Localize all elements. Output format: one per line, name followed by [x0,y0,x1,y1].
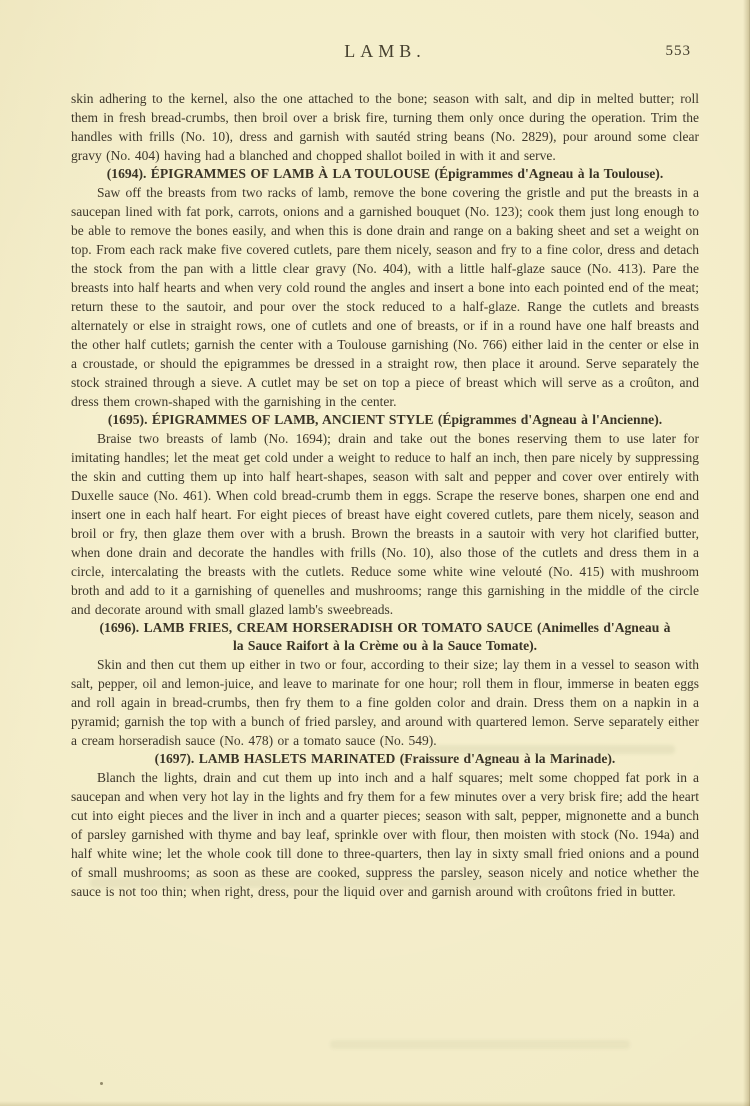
recipe-heading-1696: (1696). LAMB FRIES, CREAM HORSERADISH OR TOMATO SAUCE (Animelles d'Agneau à la Sauce Raifort à la Crème ou à la Sauce Tomate). [99,620,671,653]
scan-edge-shadow-bottom [0,1101,750,1106]
running-head [71,41,699,65]
recipe-body-1697: Blanch the lights, drain and cut them up into inch and a half squares; melt some chopped fat pork in a saucepan and when very hot lay in the lights and fry them for a few minutes over a very brisk fire; add the heart cut into eight pieces and the liver in inch and a quarter pieces; season with salt, pepper, mignonette and a bunch of parsley garnished with thyme and bay leaf, sprinkle over with flour, then moisten with stock (No. 194a) and half white wine; let the whole cook till done to three-quarters, then lay in sixty small fried onions and a pound of small mushrooms; as soon as these are cooked, suppress the parsley, season nicely and notice whether the sauce is not too thin; when right, dress, pour the liquid over and garnish around with croûtons fried in butter. [71,770,699,899]
recipe-body-1695: Braise two breasts of lamb (No. 1694); drain and take out the bones reserving them to use later for imitating handles; let the meat get cold under a weight to reduce to half an inch, then pare nicely by suppressing the skin and cutting them up into half heart-shapes, season with salt and pepper and cover over entirely with Duxelle sauce (No. 461). When cold bread-crumb them in eggs. Scrape the reserve bones, sharpen one end and insert one in each half heart. For eight pieces of breast have eight covered cutlets, pare them nicely, season and broil or fry, then glaze them over with a brush. Brown the breasts in a sautoir with very hot clarified butter, when done drain and decorate the handles with frills (No. 10), also those of the cutlets and dress them in a circle, intercalating the breasts with the cutlets. Reduce some white wine velouté (No. 415) with mushroom broth and add to it a garnishing of quenelles and mushrooms; range this garnishing in the middle of the circle and decorate around with small glazed lamb's sweebreads. [71,431,699,617]
page-number: 553 [665,43,691,59]
page-content [71,89,699,901]
recipe-body-1696: Skin and then cut them up either in two or four, according to their size; lay them in a vessel to season with salt, pepper, oil and lemon-juice, and leave to marinate for one hour; roll them in flour, immerse in beaten eggs and roll again in bread-crumbs, then fry them to a fine golden color and drain. Dress them on a napkin in a pyramid; garnish the top with a bunch of fried parsley, and around with quartered lemon. Serve separately either a cream horseradish sauce (No. 478) or a tomato sauce (No. 549). [71,657,699,748]
paper-speck [100,1082,103,1085]
show-through-smudge [330,1040,630,1049]
recipe-heading-1694: (1694). ÉPIGRAMMES OF LAMB À LA TOULOUSE (Épigrammes d'Agneau à la Toulouse). [106,166,664,181]
chapter-title: LAMB. [344,41,426,61]
recipe-heading-1695: (1695). ÉPIGRAMMES OF LAMB, ANCIENT STYLE (Épigrammes d'Agneau à l'Ancienne). [107,412,663,427]
recipe-body-continuation: skin adhering to the kernel, also the one attached to the bone; season with salt, and dip in melted butter; roll them in fresh bread-crumbs, then broil over a brisk fire, turning them only once during the operation. Trim the handles with frills (No. 10), dress and garnish with sautéd string beans (No. 2829), pour around some clear gravy (No. 404) having had a blanched and chopped shallot boiled in with it and serve. [71,91,699,163]
recipe-body-1694: Saw off the breasts from two racks of lamb, remove the bone covering the gristle and put the breasts in a saucepan lined with fat pork, carrots, onions and a garnished bouquet (No. 123); cook them just long enough to be able to remove the bones easily, and when this is done drain and range on a baking sheet and set a weight on top. From each rack make five covered cutlets, pare them nicely, season and fry to a fine color, dress and detach the stock from the pan with a little clear gravy (No. 404), with a little half-glaze sauce (No. 413). Pare the breasts into half hearts and when very cold round the angles and insert a bone into each pointed end of the meat; return these to the sautoir, and pour over the stock reduced to a half-glaze. Range the cutlets and breasts alternately or else in straight rows, one of cutlets and one of breasts, or if in a round have one half breasts and the other half cutlets; garnish the center with a Toulouse garnishing (No. 766) either laid in the center or else in a croustade, or should the epigrammes be dressed in a straight row, then place it around. Serve separately the stock strained through a sieve. A cutlet may be set on top a piece of breast which will serve as a croûton, and dress them crown-shaped with the garnishing in the center. [71,185,699,409]
recipe-heading-1697: (1697). LAMB HASLETS MARINATED (Fraissure d'Agneau à la Marinade). [154,751,616,766]
scan-edge-shadow-right [743,0,750,1106]
